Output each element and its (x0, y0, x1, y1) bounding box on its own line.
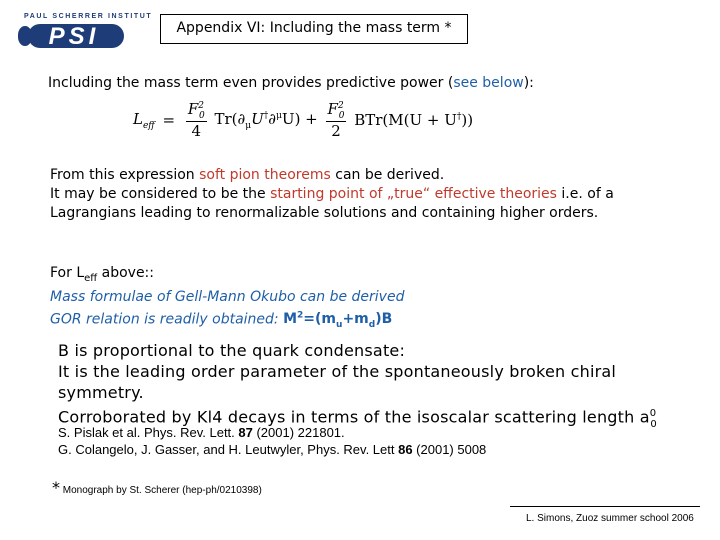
slide-title: Appendix VI: Including the mass term * (160, 14, 468, 44)
paragraph-condensate: B is proportional to the quark condensate: It is the leading order parameter of the spontaneously broken chiral symmetry. Corroborated by Kl4 decays in terms of the isoscalar scattering length $a^0_0$ (58, 341, 657, 430)
lagrangian-formula: $L_{eff}$ = $\frac{F^2_0}{4}$ $Tr(\partial_\mu U^\dagger\partial^\mu U)$ + $\frac{F^2_0}{2}$ BTr(M(U + U†)) (133, 100, 474, 140)
institute-name: PAUL SCHERRER INSTITUT (24, 13, 153, 20)
reference-item: S. Pislak et al. Phys. Rev. Lett. 87 (2001) 221801. (58, 425, 345, 440)
footer-credit: L. Simons, Zuoz summer school 2006 (526, 513, 694, 524)
see-below-link[interactable]: see below (453, 75, 524, 91)
footer-divider (510, 506, 700, 507)
paragraph-leff: For $L_{eff}$ above:: Mass formulae of Gell-Mann Okubo can be derived GOR relation is readily obtained: $M^2=(m_u+m_d)B$ (50, 265, 405, 331)
references (58, 424, 486, 458)
paragraph-soft-pion: From this expression soft pion theorems can be derived. It may be considered to be the starting point of „true“ effective theories i.e. of a Lagrangians leading to renormalizable solutions and containing higher orders. (50, 167, 614, 221)
psi-logo (18, 22, 126, 54)
svg-text:PSI: PSI (48, 23, 100, 50)
footnote: * Monograph by St. Scherer (hep-ph/0210398) (52, 478, 262, 497)
intro-line: Including the mass term even provides predictive power (see below): (48, 75, 534, 91)
reference-item: G. Colangelo, J. Gasser, and H. Leutwyler, Phys. Rev. Lett 86 (2001) 5008 (58, 442, 487, 457)
